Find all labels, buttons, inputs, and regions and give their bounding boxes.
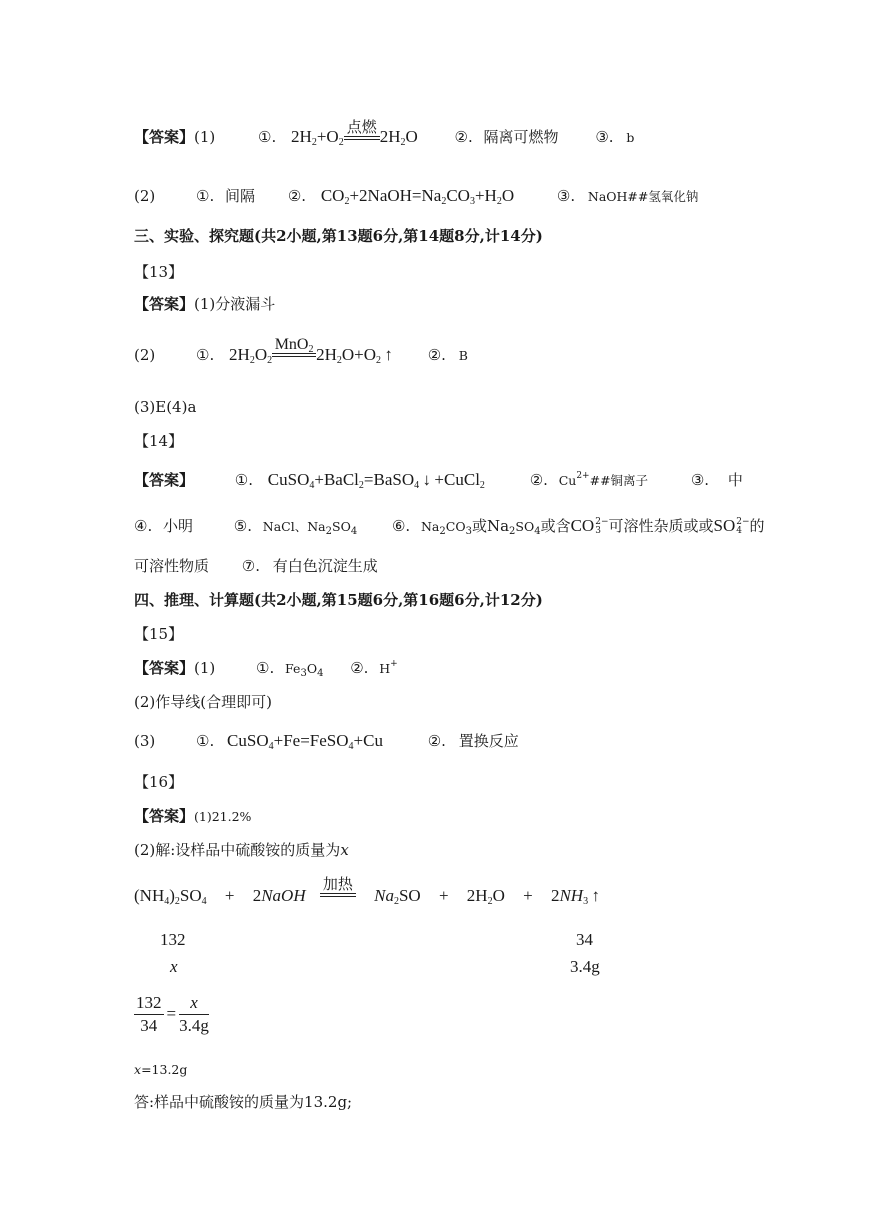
circled-number: ①. (256, 659, 275, 677)
question-number: 【16】 (134, 773, 184, 791)
variable: x (340, 841, 349, 859)
answer-text: H+ (379, 659, 398, 676)
equation: CuSO$_4$+BaCl$_2$=BaSO$_4$ ↓ +CuCl$_2$ (267, 470, 485, 491)
unknown-left: x (170, 957, 178, 976)
circled-number: ②. (350, 659, 369, 677)
reaction-condition: 点燃 (346, 120, 377, 137)
part-number: (1) (194, 659, 216, 677)
circled-number: ②. (529, 471, 548, 489)
catalyst-label: MnO (274, 336, 309, 354)
answer-12-line-1 (134, 120, 635, 148)
reaction-condition: 加热 (322, 877, 353, 894)
answer-text: (1)分液漏斗 (194, 295, 276, 313)
answer-text: NaCl、$Na_2SO_4$ (262, 519, 358, 537)
question-number: 【13】 (134, 263, 184, 281)
answer-16-line-2 (134, 840, 349, 860)
answer-text: 置换反应 (458, 732, 519, 750)
circled-number: ⑤. (233, 517, 253, 535)
circled-number: ①. (196, 732, 215, 750)
circled-number: ④. (134, 517, 153, 535)
circled-number: ②. (427, 732, 446, 750)
circled-number: ②. (427, 346, 446, 364)
answer-text: (1)21.2% (194, 809, 252, 824)
answer-12-line-2 (134, 186, 698, 207)
circled-number: ⑥. (391, 517, 411, 535)
circled-number: ①. (196, 187, 215, 205)
answer-text: $Cu^{2+}\#\#$铜离子 (558, 471, 649, 488)
part-number: (2) (134, 187, 156, 205)
proportion: $\frac{132}{34}$ = $\frac{x}{3.4g}$ (136, 993, 209, 1035)
answer-label: 【答案】 (134, 471, 195, 489)
circled-number: ③. (556, 187, 576, 205)
answer-15-line-1 (134, 658, 398, 679)
answer-text: (2)解:设样品中硫酸铵的质量为 (134, 841, 341, 859)
calculation-equation: $(NH_4)_2SO_4$ + 2NaOH 加热 $Na_2SO + 2H_2O + 2NH_3$ ↑ (134, 877, 600, 907)
circled-number: ②. (287, 187, 307, 205)
answer-15-line-3 (134, 731, 519, 751)
equation: $CO_2+2NaOH=Na_2CO_3+H_2O$ (320, 186, 515, 207)
answer-label: 【答案】 (134, 807, 195, 825)
circled-number: ①. (196, 346, 215, 364)
question-number: 【14】 (134, 432, 184, 450)
question-number: 【15】 (134, 625, 184, 643)
answer-16-line-1 (134, 806, 251, 827)
equation: CuSO$_4$+Fe=FeSO$_4$+Cu (227, 731, 383, 752)
part-number: (2) (134, 346, 156, 364)
answer-13-line-1 (134, 294, 275, 314)
section-heading-4: 四、推理、计算题(共2小题,第15题6分,第16题6分,计12分) (134, 591, 543, 609)
circled-number: ①. (234, 471, 254, 489)
circled-number: ⑦. (241, 557, 261, 575)
answer-14-line-3 (134, 556, 378, 576)
molar-mass-left: 132 (160, 930, 186, 949)
answer-text: NaOH##氢氧化钠 (587, 189, 699, 204)
circled-number: ③. (690, 471, 710, 489)
circled-number: ①. (258, 128, 277, 146)
answer-14-line-2 (134, 516, 765, 537)
equation: $2H_2+O_2$ 点燃 $2H_2O$ (291, 120, 418, 148)
answer-text: 小明 (163, 517, 194, 535)
section-heading-3: 三、实验、探究题(共2小题,第13题6分,第14题8分,计14分) (134, 227, 543, 245)
known-right: 3.4g (570, 957, 600, 976)
part-number: (1) (194, 128, 216, 146)
answer-text: b (626, 130, 635, 145)
answer-text: 可溶性物质 (134, 557, 210, 575)
answer-text: 隔离可燃物 (483, 128, 559, 146)
answer-text: 间隔 (225, 187, 256, 205)
answer-text: 有白色沉淀生成 (272, 557, 378, 575)
answer-14-line-1 (134, 470, 743, 491)
answer-text: $Fe_3O_4$ (285, 661, 324, 679)
molar-mass-right: 34 (576, 930, 593, 949)
answer-13-line-2 (134, 336, 468, 366)
circled-number: ②. (454, 128, 473, 146)
circled-number: ③. (595, 128, 614, 146)
answer-text: B (458, 348, 468, 363)
answer-13-line-3: (3)E(4)a (134, 398, 197, 416)
answer-16-conclusion: 答:样品中硫酸铵的质量为13.2g; (134, 1093, 353, 1111)
answer-text: $Na_2CO_3$或$Na_2SO_4$或含CO 2− 3 可溶性杂质或或SO 2− 4 的 (420, 516, 765, 537)
equation: $2H_2O_2$ MnO$_2$ $2H_2O+O_2$ ↑ (229, 336, 393, 366)
answer-15-line-2: (2)作导线(合理即可) (134, 693, 272, 711)
answer-text: 中 (727, 471, 743, 489)
answer-label: 【答案】 (134, 659, 195, 677)
result-line: x=13.2g (134, 1062, 188, 1077)
answer-label: 【答案】 (134, 128, 195, 146)
part-number: (3) (134, 732, 156, 750)
answer-label: 【答案】 (134, 295, 195, 313)
